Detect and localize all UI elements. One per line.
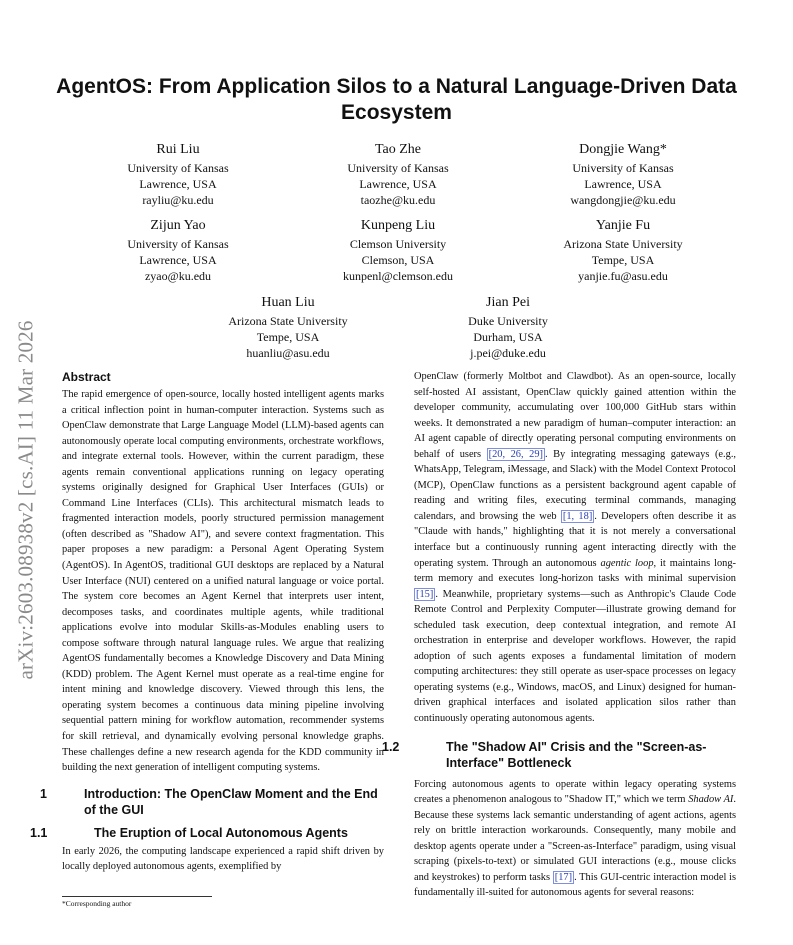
arxiv-identifier: arXiv:2603.08938v2 [cs.AI] 11 Mar 2026 — [13, 320, 38, 680]
section-number: 1 — [40, 786, 47, 801]
text-span: , it maintains long-term memory and executes long-horizon tasks with minimal supervision — [414, 557, 736, 585]
author-email[interactable]: j.pei@duke.edu — [470, 346, 546, 360]
subsection-number: 1.1 — [30, 825, 48, 840]
author-location: Lawrence, USA — [139, 177, 217, 191]
author-block — [288, 217, 508, 284]
author-name: Zijun Yao — [150, 218, 206, 233]
left-column — [30, 369, 384, 875]
author-email[interactable]: taozhe@ku.edu — [360, 193, 436, 207]
text-span: Forcing autonomous agents to operate within legacy operating systems creates a phenomenon analogous to "Shadow IT," which we term — [414, 778, 736, 806]
author-block — [513, 141, 733, 208]
author-affiliation: University of Kansas — [347, 161, 449, 175]
citation-link[interactable]: [15] — [416, 588, 434, 600]
subsection-number: 1.2 — [382, 739, 400, 754]
author-block — [68, 141, 288, 208]
author-affiliation: Arizona State University — [228, 314, 348, 328]
footnote: *Corresponding author — [62, 896, 212, 908]
author-email[interactable]: wangdongjie@ku.edu — [570, 193, 676, 207]
section-title: Introduction: The OpenClaw Moment and the End of the GUI — [84, 786, 378, 817]
abstract-text: The rapid emergence of open-source, locally hosted intelligent agents marks a critical inflection point in human-computer interaction. Systems such as OpenClaw demonstrate that Large Language Model (LLM)-based agents can autonomously operate local computing environments, orchestrate workflows, and integrate external tools. However, within the current paradigm, these agents remain conventional applications running on legacy operating systems originally designed for Graphical User Interfaces (GUIs) or Command Line Interfaces (CLIs). This architectural mismatch leads to fragmented interaction models, poorly structured permission management (often described as "Shadow AI"), and severe context fragmentation. This paper proposes a new paradigm: a Personal Agent Operating System (AgentOS). In AgentOS, traditional GUI desktops are replaced by a Natural User Interface (NUI) centered on a unified natural language or voice portal. The system core becomes an Agent Kernel that interprets user intent, decomposes tasks, and coordinates multiple agents, while traditional applications evolve into modular Skills-as-Modules enabling users to compose software through natural language rules. We argue that realizing AgentOS fundamentally becomes a Knowledge Discovery and Data Mining (KDD) problem. The Agent Kernel must operate as a real-time engine for intent mining and knowledge discovery. Viewed through this lens, the operating system becomes a continuous data mining pipeline involving sequential pattern mining for workflow automation, recommender systems for skill retrieval, and dynamically evolving personal knowledge graphs. These challenges define a new research agenda for the KDD community in building the next generation of intelligent computing systems. — [62, 389, 384, 774]
author-location: Lawrence, USA — [139, 253, 217, 267]
author-location: Clemson, USA — [361, 253, 435, 267]
subsection-heading — [382, 739, 736, 771]
right-column — [382, 369, 737, 901]
text-span: . Developers often describe it as "Claude with hands," highlighting that it is not merely a conversational interface but a continuously running agent interacting directly with the operating system. Through an autonomous — [414, 510, 736, 569]
author-block — [178, 294, 398, 361]
text-span: . This GUI-centric interaction model is fundamentally ill-suited for autonomous agents for several reasons: — [414, 871, 736, 899]
author-location: Lawrence, USA — [584, 177, 662, 191]
author-email[interactable]: yanjie.fu@asu.edu — [578, 269, 668, 283]
author-email[interactable]: zyao@ku.edu — [144, 269, 212, 283]
text-span: . Because these systems lack semantic understanding of agent actions, agents rely on brittle interaction workarounds. Consequently, many mobile and desktop agents operate under a "Screen-as-Interface" paradigm, using visual scraping (pixels-to-text) or simulated GUI interactions (e.g., mouse clicks and keystrokes) to perform tasks — [414, 794, 736, 883]
author-name: Rui Liu — [156, 142, 200, 157]
author-name: Jian Pei — [486, 295, 530, 310]
subsection-title: The Eruption of Local Autonomous Agents — [94, 825, 348, 840]
author-block — [513, 217, 733, 284]
author-location: Durham, USA — [473, 330, 543, 344]
abstract-heading: Abstract — [62, 370, 111, 384]
paragraph — [414, 369, 736, 727]
author-name: Huan Liu — [261, 295, 315, 310]
paragraph — [414, 777, 736, 901]
emphasis-text: agentic loop — [600, 557, 654, 569]
author-affiliation: University of Kansas — [127, 237, 229, 251]
author-name: Kunpeng Liu — [360, 218, 436, 233]
author-email[interactable]: kunpenl@clemson.edu — [342, 269, 454, 283]
author-block — [398, 294, 618, 361]
text-span: . Meanwhile, proprietary systems—such as Anthropic's Claude Code Remote Control and Perplexity Computer—illustrate growing demand for scheduled task execution, deep contextual integration, and remote AI orchestration in enterprise and developer workflows. However, the rapid adoption of such agents exposes a fundamental limitation of modern computing architectures: they still operate as user-space processes on legacy operating systems (e.g., Windows, macOS, and Linux) designed for human-driven graphical interfaces and isolated application silos rather than continuously operating autonomous agents. — [414, 588, 736, 725]
subsection-heading — [30, 825, 384, 841]
arxiv-identifier-sidebar — [6, 260, 46, 740]
author-name: Tao Zhe — [374, 142, 422, 157]
paragraph: In early 2026, the computing landscape experienced a rapid shift driven by locally deployed autonomous agents, exemplified by — [62, 845, 384, 873]
emphasis-text: Shadow AI — [688, 794, 734, 806]
author-block — [288, 141, 508, 208]
author-affiliation: Clemson University — [349, 237, 447, 251]
citation-link[interactable]: [1, 18] — [562, 510, 593, 522]
author-email[interactable]: huanliu@asu.edu — [246, 346, 330, 360]
author-block — [68, 217, 288, 284]
section-heading — [40, 786, 384, 818]
citation-link[interactable]: [17] — [554, 871, 573, 883]
author-email[interactable]: rayliu@ku.edu — [142, 193, 214, 207]
citation-link[interactable]: [20, 26, 29] — [488, 448, 543, 460]
author-name: Yanjie Fu — [595, 218, 651, 233]
author-affiliation: University of Kansas — [572, 161, 674, 175]
author-location: Tempe, USA — [256, 330, 320, 344]
author-affiliation: Arizona State University — [563, 237, 683, 251]
text-span: . By integrating messaging gateways (e.g., WhatsApp, Telegram, iMessage, and Slack) with the Model Context Protocol (MCP), OpenClaw functions as a persistent background agent capable of reading and writing files, executing terminal commands, managing calendars, and browsing the web — [414, 448, 737, 522]
author-location: Lawrence, USA — [359, 177, 437, 191]
paper-title: AgentOS: From Application Silos to a Natural Language-Driven Data Ecosystem — [56, 75, 737, 124]
text-span: OpenClaw (formerly Moltbot and Clawdbot). As an open-source, locally self-hosted AI assistant, OpenClaw quickly gained attention within the developer community, accumulating over 100,000 GitHub stars within weeks. It demonstrated a new paradigm of human–computer interaction: an AI agent capable of directly operating personal computing environments on behalf of users — [414, 371, 736, 460]
author-affiliation: University of Kansas — [127, 161, 229, 175]
author-location: Tempe, USA — [591, 253, 655, 267]
author-affiliation: Duke University — [468, 314, 548, 328]
author-name: Dongjie Wang* — [579, 142, 667, 157]
subsection-title: The "Shadow AI" Crisis and the "Screen-as-Interface" Bottleneck — [446, 739, 707, 770]
